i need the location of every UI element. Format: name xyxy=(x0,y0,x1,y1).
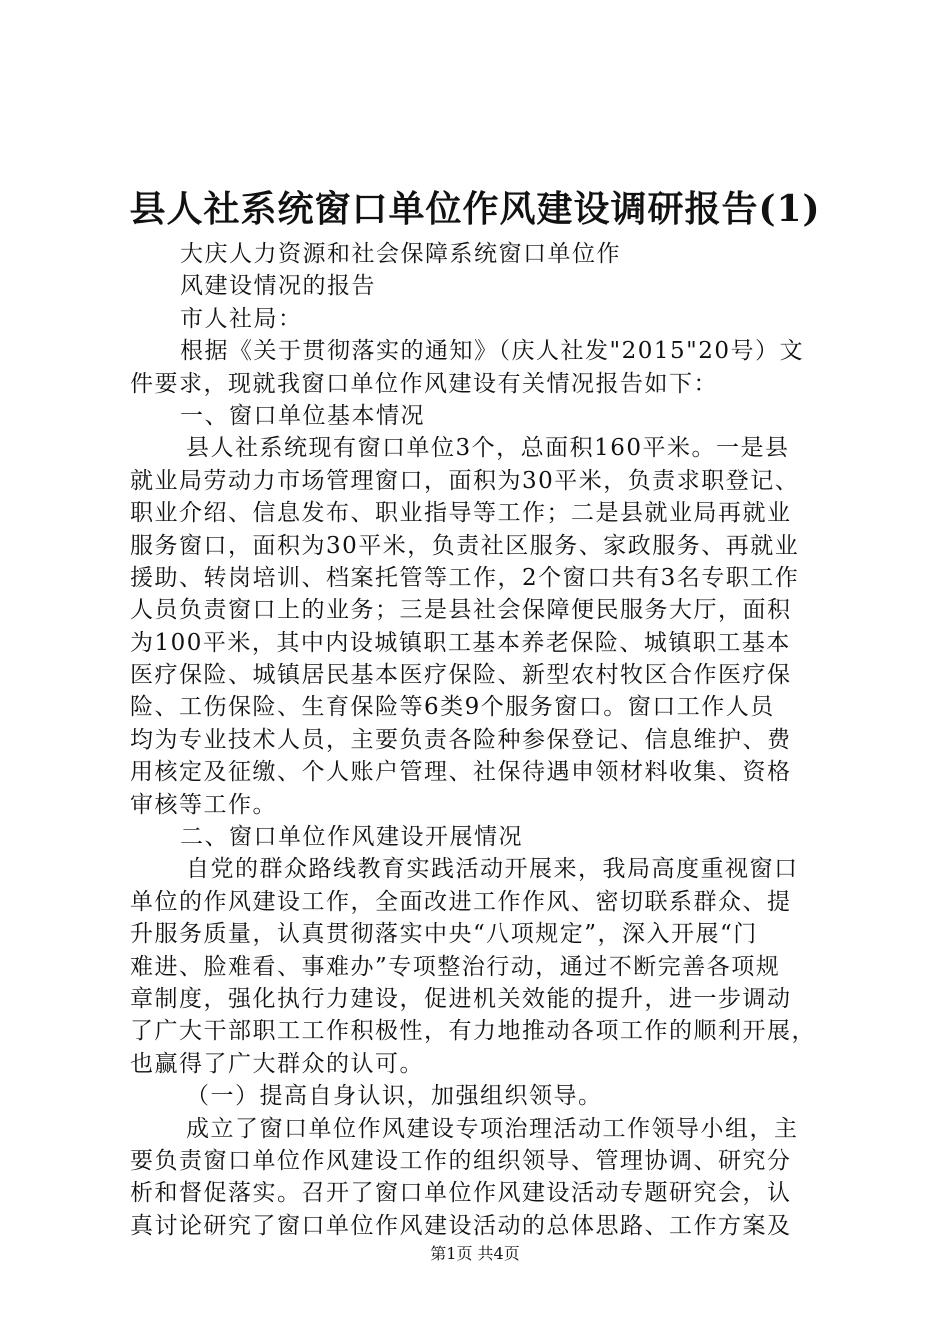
text-line: 援助、转岗培训、档案托管等工作，2个窗口共有3名专职工作 xyxy=(130,564,800,591)
page-footer: 第1页 共4页 xyxy=(430,1244,520,1263)
text-line: 风建设情况的报告 xyxy=(180,273,376,300)
text-line: 服务窗口，面积为30平米，负责社区服务、家政服务、再就业 xyxy=(130,532,800,559)
text-line: 人员负责窗口上的业务；三是县社会保障便民服务大厅，面积 xyxy=(130,597,792,624)
text-line: 要负责窗口单位作风建设工作的组织领导、管理协调、研究分 xyxy=(130,1147,792,1174)
text-line: 析和督促落实。召开了窗口单位作风建设活动专题研究会，认 xyxy=(130,1180,792,1207)
text-line: 审核等工作。 xyxy=(130,791,277,818)
text-line: 大庆人力资源和社会保障系统窗口单位作 xyxy=(180,241,621,267)
text-line: 真讨论研究了窗口单位作风建设活动的总体思路、工作方案及 xyxy=(130,1212,792,1239)
document-body xyxy=(130,238,830,1242)
text-line: 用核定及征缴、个人账户管理、社保待遇申领材料收集、资格 xyxy=(130,759,792,786)
text-line: 险、工伤保险、生育保险等6类9个服务窗口。窗口工作人员 xyxy=(130,694,775,721)
text-line: 职业介绍、信息发布、职业指导等工作；二是县就业局再就业 xyxy=(130,500,792,527)
subsection-heading: （一）提高自身认识，加强组织领导。 xyxy=(186,1083,603,1110)
section-heading: 二、窗口单位作风建设开展情况 xyxy=(180,824,523,851)
document-title: 县人社系统窗口单位作风建设调研报告(1) xyxy=(129,188,821,230)
text-line: 难进、脸难看、事难办”专项整治行动，通过不断完善各项规 xyxy=(130,953,781,980)
text-line: 县人社系统现有窗口单位3个，总面积160平米。一是县 xyxy=(186,435,790,462)
text-line: 了广大干部职工工作积极性，有力地推动各项工作的顺利开展， xyxy=(130,1018,816,1045)
text-line: 根据《关于贯彻落实的通知》（庆人社发"2015"20号）文 xyxy=(180,338,804,365)
text-line: 章制度，强化执行力建设，促进机关效能的提升，进一步调动 xyxy=(130,985,792,1012)
text-line: 市人社局： xyxy=(180,305,303,332)
text-line: 就业局劳动力市场管理窗口，面积为30平米，负责求职登记、 xyxy=(130,467,800,494)
text-line: 件要求，现就我窗口单位作风建设有关情况报告如下： xyxy=(130,370,718,397)
text-line: 升服务质量，认真贯彻落实中央“八项规定”，深入开展“门 xyxy=(130,921,758,948)
text-line: 单位的作风建设工作，全面改进工作作风、密切联系群众、提 xyxy=(130,888,792,915)
text-line: 也赢得了广大群众的认可。 xyxy=(130,1050,424,1077)
text-line: 均为专业技术人员，主要负责各险种参保登记、信息维护、费 xyxy=(130,726,792,753)
text-line: 医疗保险、城镇居民基本医疗保险、新型农村牧区合作医疗保 xyxy=(130,662,792,689)
text-line: 成立了窗口单位作风建设专项治理活动工作领导小组，主 xyxy=(186,1115,799,1142)
text-line: 自党的群众路线教育实践活动开展来，我局高度重视窗口 xyxy=(186,856,799,883)
section-heading: 一、窗口单位基本情况 xyxy=(180,402,425,429)
text-line: 为100平米，其中内设城镇职工基本养老保险、城镇职工基本 xyxy=(130,629,791,656)
